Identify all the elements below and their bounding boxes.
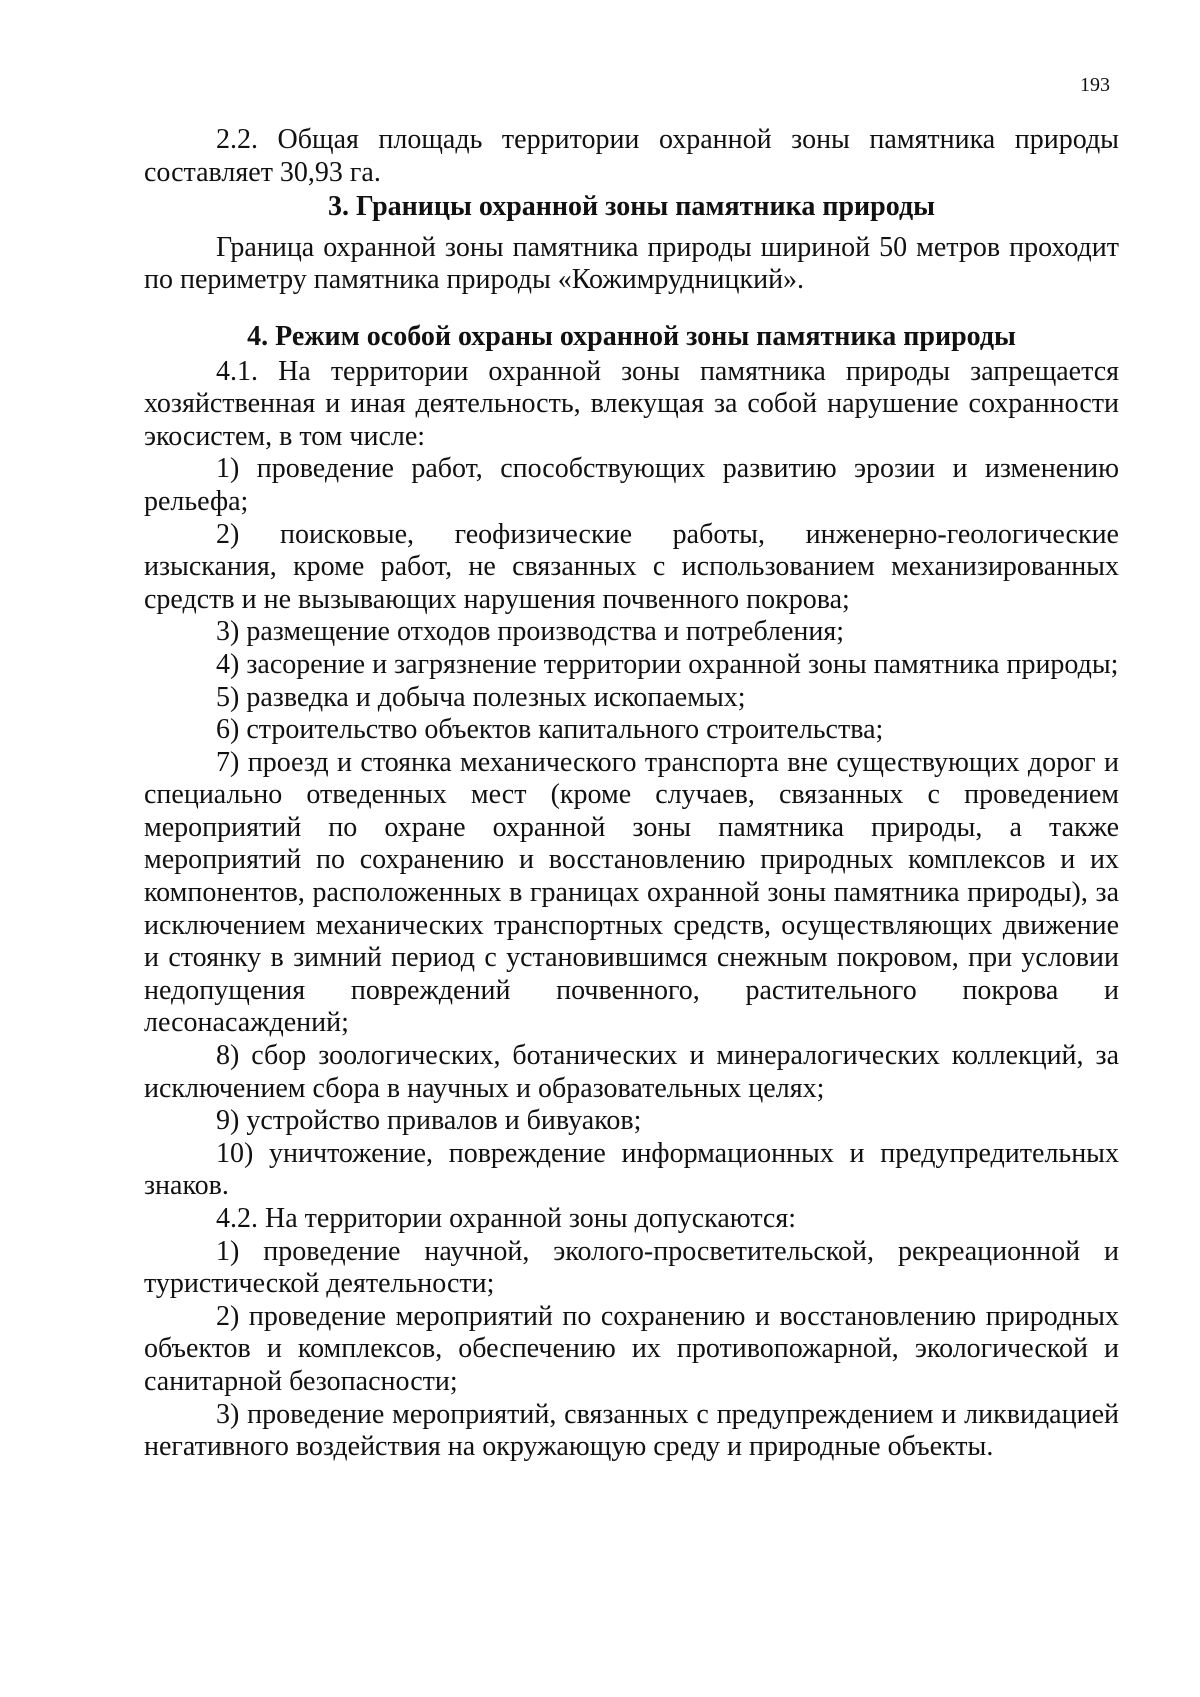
document-body — [144, 124, 1119, 1464]
section-3-heading: 3. Границы охранной зоны памятника природы — [328, 191, 935, 223]
list-item: 10) уничтожение, повреждение информационных и предупредительных знаков. — [144, 1137, 1119, 1202]
list-item: 1) проведение научной, эколого-просветительской, рекреационной и туристической деятельности; — [144, 1235, 1119, 1300]
section-4-1-intro: 4.1. На территории охранной зоны памятника природы запрещается хозяйственная и иная деятельность, влекущая за собой нарушение сохранности экосистем, в том числе: — [144, 355, 1119, 452]
list-item: 6) строительство объектов капитального строительства; — [216, 714, 884, 746]
list-item: 9) устройство привалов и бивуаков; — [216, 1105, 642, 1137]
list-item: 5) разведка и добыча полезных ископаемых; — [216, 681, 746, 713]
list-item: 3) проведение мероприятий, связанных с предупреждением и ликвидацией негативного воздействия на окружающую среду и природные объекты. — [144, 1398, 1119, 1463]
section-4-2-intro: 4.2. На территории охранной зоны допускаются: — [216, 1203, 796, 1234]
list-item: 1) проведение работ, способствующих развитию эрозии и изменению рельефа; — [144, 453, 1119, 517]
section-3-text: Граница охранной зоны памятника природы шириной 50 метров проходит по периметру памятника природы «Кожимрудницкий». — [144, 231, 1119, 296]
list-item: 2) проведение мероприятий по сохранению и восстановлению природных объектов и комплексов, обеспечению их противопожарной, экологической и санитарной безопасности; — [144, 1300, 1119, 1397]
list-item: 2) поисковые, геофизические работы, инженерно-геологические изыскания, кроме работ, не связанных с использованием механизированных средств и не вызывающих нарушения почвенного покрова; — [144, 518, 1119, 615]
section-2-2-text: 2.2. Общая площадь территории охранной зоны памятника природы составляет 30,93 га. — [144, 124, 1119, 188]
section-4-heading: 4. Режим особой охраны охранной зоны памятника природы — [247, 320, 1016, 352]
list-item: 7) проезд и стоянка механического транспорта вне существующих дорог и специально отведенных мест (кроме случаев, связанных с проведением мероприятий по охране охранной зоны памятника природы, а также мероприятий по сохранению и восстановлению природных комплексов и их компонентов, расположенных в границах охранной зоны памятника природы), за исключением механических транспортных средств, осуществляющих движение и стоянку в зимний период с установившимся снежным покровом, при условии недопущения повреждений почвенного, растительного покрова и лесонасаждений; — [144, 746, 1119, 1039]
list-item: 4) засорение и загрязнение территории охранной зоны памятника природы; — [216, 648, 1119, 680]
list-item: 8) сбор зоологических, ботанических и минералогических коллекций, за исключением сбора в научных и образовательных целях; — [144, 1040, 1119, 1104]
page-number: 193 — [1080, 74, 1110, 96]
list-item: 3) размещение отходов производства и потребления; — [216, 616, 845, 648]
